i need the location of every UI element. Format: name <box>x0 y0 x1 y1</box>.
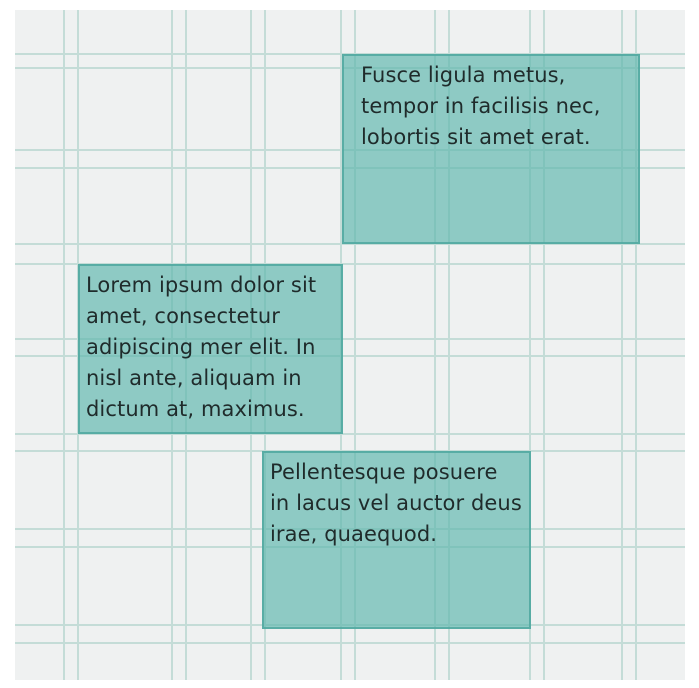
grid-canvas <box>15 10 685 680</box>
text-block-pellentesque-text: Pellentesque posuere in lacus vel auctor deus irae, quaequod. <box>270 460 522 546</box>
text-block-fusce <box>342 54 640 244</box>
text-block-lorem <box>78 264 343 434</box>
text-block-lorem-text: Lorem ipsum dolor sit amet, consectetur adipiscing mer elit. In nisl ante, aliquam in dictum at, maximus. <box>86 273 317 421</box>
text-block-pellentesque <box>262 451 531 629</box>
text-block-fusce-text: Fusce ligula metus, tempor in facilisis nec, lobortis sit amet erat. <box>361 63 601 149</box>
